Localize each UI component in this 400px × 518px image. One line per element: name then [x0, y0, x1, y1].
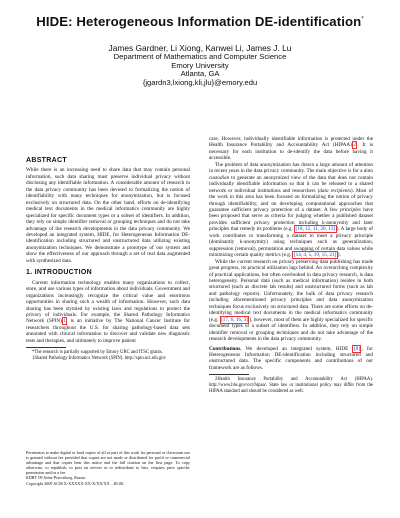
copyright-line: Copyright 2009 ACM X-XXXXX-XX-X/XX/XX ...$5.00.	[26, 480, 125, 486]
citation-link[interactable]: [14, 4, 5, 19, 15, 21]	[293, 252, 337, 259]
title-text: HIDE: Heterogeneous Information DE-identification	[36, 14, 362, 29]
intro-paragraph: Current information technology enables many organizations to collect, store, and use various types of information about individuals. Government and organizations increasingly recognize the critical value and enormous opportunities in sharing such a wealth of information. However, such data sharing has been stymied by existing laws and regulations to protect the privacy of individuals. For example, the Shared Pathology Informatics Network (SPIN) 1 is an initiative by The National Cancer Institute for researchers throughout the U.S. for sharing pathology-based data sets annotated with clinical information to discover and validate new diagnostic tests and therapies, and ultimately to improve patient	[26, 279, 190, 344]
footnote: *The research is partially supported by Emory URC and ITSC grants.	[32, 350, 163, 356]
permission-text: Permission to make digital or hard copies of all or part of this work for personal or classroom use is granted without fee provided that copies are not made or distributed for profit or commercial advantage and that copies bear this notice and the full citation on the first page. To copy otherwise, to republish, to post on servers or to redistribute to lists, requires prior specific permission and/or a fee.	[26, 450, 190, 476]
affiliation-line: Department of Mathematics and Computer Science	[113, 52, 287, 62]
citation-link[interactable]: [17, 6, 16, 3]	[221, 316, 248, 323]
introduction-heading: 1. INTRODUCTION	[26, 269, 92, 277]
conference-line: EDBT '09 Saint-Petersburg, Russia	[26, 475, 86, 481]
author-names: James Gardner, Li Xiong, Kanwei Li, James J. Lu	[108, 43, 292, 53]
affiliation-line: Emory University	[171, 60, 229, 70]
right-column	[209, 136, 373, 394]
body-paragraph: care. However, individually identifiable information is protected under the Health Insurance Portability and Accountability Act (HIPAA) 2 . It is necessary for each institution to de-identify the data before having it accessible.	[209, 136, 373, 162]
footnote: 1Shared Pathology Informatics Network (SPIN). http://spin.nci.nih.gov	[32, 355, 166, 361]
left-column	[26, 158, 190, 361]
paper-title	[20, 14, 380, 29]
abstract-text: While there is an increasing need to share data that may contain personal information, such data sharing must preserve individual privacy without disclosing any identifiable information. A considerable amount of research in the data privacy community has been devoted to formalizing the notion of identifiability with many techniques for anonymization, but is focused exclusively on structured data. On the other hand, efforts on de-identifying medical text documents in the medical informatics community are highly specialized for specific document types or a subset of identifiers. In addition, they rely on simple identifier removal or grouping techniques and do not take advantage of the research developments in the data privacy community. We developed an integrated system, HIDE, for Heterogeneous Information DE-identification including structured and unstructured data utilizing existing anonymization techniques. We demonstrate a prototype of our system and show the effectiveness of our approach through a set of real data augmented with synthesized data.	[26, 167, 190, 264]
author-emails: {jgardn3,lxiong,kli,jlu}@emory.edu	[142, 77, 258, 87]
footnote-link[interactable]: 2	[353, 142, 356, 149]
footnote-link[interactable]: 1	[63, 318, 66, 325]
citation-link[interactable]: [8]	[353, 345, 360, 352]
contributions-paragraph: Contributions. We developed an integrated system, HIDE [8] , for Heterogeneous Information DE-identification including structured and unstructured data. The specific components and contributions of our framework are as follows.	[209, 345, 374, 371]
footnote-rule	[26, 347, 66, 348]
title-footnote-mark: *	[361, 16, 364, 23]
permission-notice	[26, 450, 190, 486]
footnote: 2Health Insurance Portability and Accountability Act (HIPAA). http://www.hhs.gov/ocr/hipaa/. State law or institutional policy may differ from the HIPAA standard and should be considered as well.	[209, 377, 373, 394]
body-paragraph: The problem of data anonymization has drawn a large amount of attention in recent years in the data privacy community. The main objective is for a data custodian to generate an anonymized view of the data that does not contain individually identifiable information so that it can be released to a shared network or individual institutions and researchers (data recipients). Most of the work in this area has been focused on formalizing the notion of privacy through identifiability, and on developing computational approaches that guarantee sufficient privacy protection of a dataset. A few principles have been proposed that serve as criteria for judging whether a published dataset provides sufficient privacy protection including k-anonymity and later principles that remedy its problems (e.g. [18, 12, 11, 20, 13] ). A large body of work contributes to transforming a dataset to meet a privacy principle (dominantly k-anonymity) using techniques such as generalization, suppression (removal), permutation and swapping of certain data values while minimizing certain quality metrics (e.g. [14, 4, 5, 19, 15, 21] ).	[209, 161, 374, 259]
citation-link[interactable]: [18, 12, 11, 20, 13]	[295, 226, 336, 233]
contributions-label: Contributions.	[209, 345, 242, 352]
affiliation-line: Atlanta, GA	[180, 69, 220, 79]
author-block	[20, 44, 380, 87]
footnote-rule	[209, 374, 249, 375]
abstract-heading: ABSTRACT	[26, 157, 67, 164]
body-paragraph: While the current research on privacy preserving data publishing has made great progress, its practical utilization lags behind. An overarching complexity of practical applications, but often overlooked in data privacy research, is data heterogeneity. Personal data (such as medical information) resides in both structured (such as discrete lab results) and unstructured forms (such as lab and pathology reports). Unfortunately, the bulk of data privacy research including aforementioned privacy principles and data anonymization techniques focus exclusively on structured data. There are some efforts on de-identifying medical text documents in the medical informatics community (e.g. [17, 6, 16, 3] ), however, most of them are highly specialized for specific document types or a subset of identifiers. In addition, they rely on simple identifier removal or grouping techniques and do not take advantage of the research developments in the data privacy community.	[209, 258, 373, 343]
